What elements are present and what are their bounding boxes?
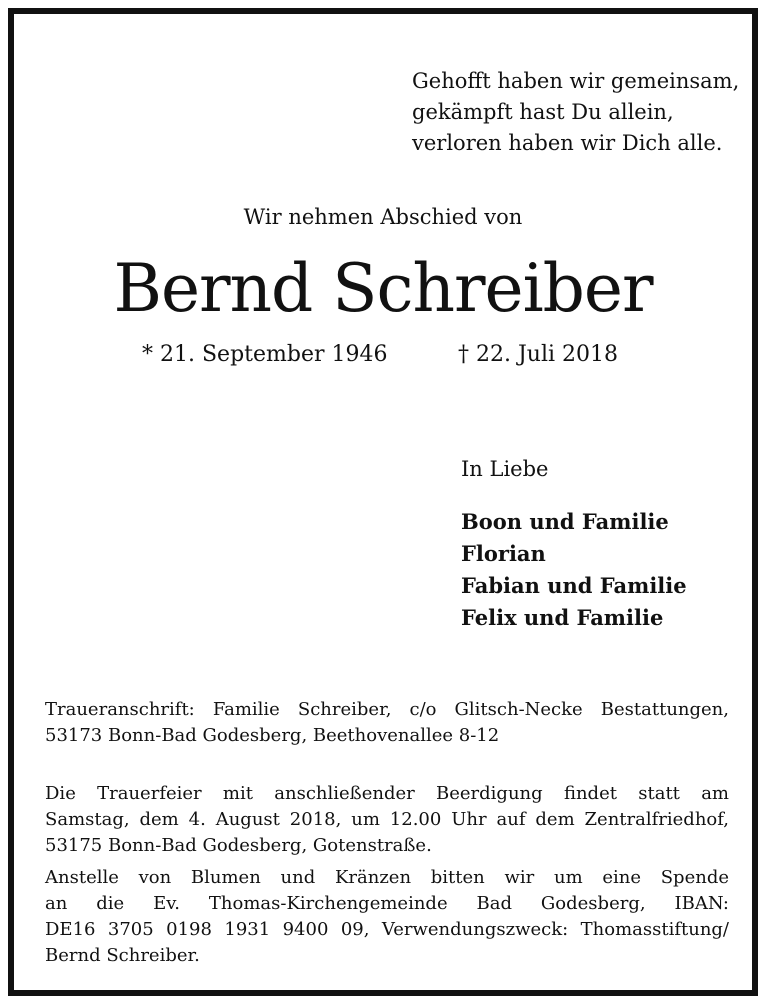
- motto-line: verloren haben wir Dich alle.: [412, 131, 723, 155]
- death-date: † 22. Juli 2018: [458, 342, 619, 367]
- motto-line: gekämpft hast Du allein,: [412, 100, 674, 124]
- address-line: Traueranschrift: Familie Schreiber, c/o Glitsch-Necke Bestattungen,: [45, 699, 729, 720]
- ceremony-line: Die Trauerfeier mit anschließender Beerdigung findet statt am: [45, 783, 729, 804]
- address-line: 53173 Bonn-Bad Godesberg, Beethovenallee 8-12: [45, 725, 500, 746]
- mourners-list: [461, 506, 687, 634]
- donation-line: Anstelle von Blumen und Kränzen bitten wir um eine Spende: [45, 867, 729, 888]
- donation-line: Bernd Schreiber.: [45, 945, 200, 966]
- mourner-name: Fabian und Familie: [461, 573, 687, 598]
- ceremony-notice: [45, 781, 729, 859]
- motto-verse: [412, 66, 739, 159]
- mourner-name: Florian: [461, 541, 546, 566]
- donation-notice: [45, 865, 729, 969]
- deceased-name: Bernd Schreiber: [113, 250, 653, 327]
- intro-text: Wir nehmen Abschied von: [243, 205, 523, 229]
- birth-date: * 21. September 1946: [142, 342, 388, 367]
- closing-phrase: In Liebe: [461, 457, 549, 481]
- mourner-name: Felix und Familie: [461, 605, 664, 630]
- mourner-name: Boon und Familie: [461, 509, 669, 534]
- mourning-address: [45, 697, 729, 749]
- ceremony-line: Samstag, dem 4. August 2018, um 12.00 Uhr auf dem Zentralfriedhof,: [45, 809, 729, 830]
- ceremony-line: 53175 Bonn-Bad Godesberg, Gotenstraße.: [45, 835, 432, 856]
- donation-line: an die Ev. Thomas-Kirchengemeinde Bad Godesberg, IBAN:: [45, 893, 729, 914]
- motto-line: Gehofft haben wir gemeinsam,: [412, 69, 740, 93]
- obituary-frame: [8, 8, 758, 996]
- donation-line: DE16 3705 0198 1931 9400 09, Verwendungszweck: Thomasstiftung/: [45, 919, 729, 940]
